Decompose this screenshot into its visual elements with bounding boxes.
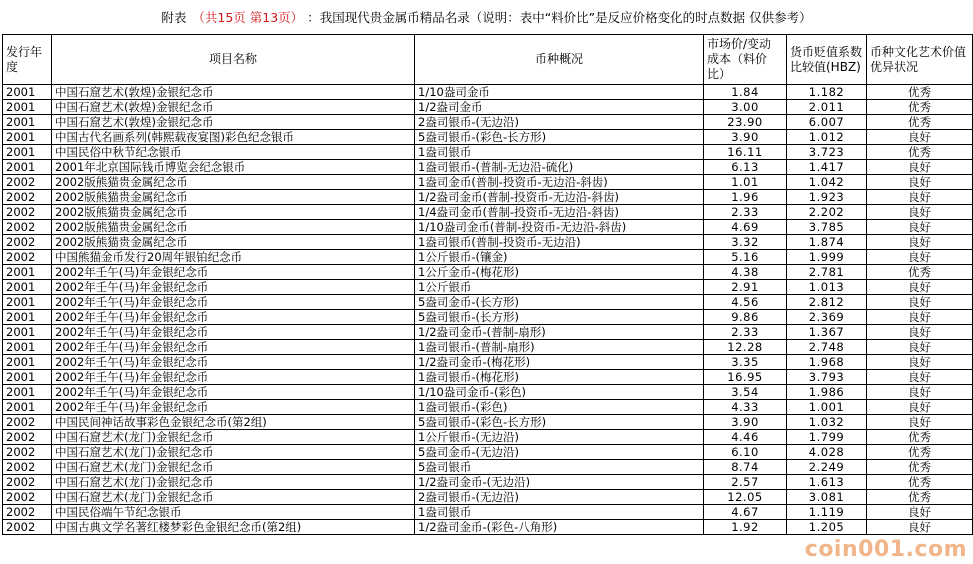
cell-name: 2002年壬午(马)年金银纪念币 — [52, 385, 415, 400]
table-row — [3, 235, 973, 250]
cell-price-ratio: 4.69 — [704, 220, 787, 235]
cell-name: 中国石窟艺术(敦煌)金银纪念币 — [52, 115, 415, 130]
cell-name: 2002年壬午(马)年金银纪念币 — [52, 280, 415, 295]
table-row — [3, 220, 973, 235]
table-row — [3, 175, 973, 190]
cell-desc: 5盎司银币-(彩色-长方形) — [415, 415, 704, 430]
cell-hbz: 1.613 — [787, 475, 867, 490]
cell-hbz: 2.011 — [787, 100, 867, 115]
cell-desc: 1公斤银币-(镶金) — [415, 250, 704, 265]
cell-year: 2002 — [3, 415, 52, 430]
cell-hbz: 6.007 — [787, 115, 867, 130]
cell-name: 中国古典文学名著红楼梦彩色金银纪念币(第2组) — [52, 520, 415, 535]
cell-hbz: 4.028 — [787, 445, 867, 460]
cell-year: 2002 — [3, 190, 52, 205]
cell-price-ratio: 4.56 — [704, 295, 787, 310]
cell-price-ratio: 2.91 — [704, 280, 787, 295]
cell-year: 2002 — [3, 235, 52, 250]
cell-culture: 良好 — [867, 175, 973, 190]
title-text: ：我国现代贵金属币精品名录（说明：表中“料价比”是反应价格变化的时点数据 仅供参考） — [307, 10, 812, 25]
cell-year: 2001 — [3, 370, 52, 385]
cell-hbz: 2.781 — [787, 265, 867, 280]
cell-culture: 良好 — [867, 340, 973, 355]
table-row — [3, 130, 973, 145]
table-row — [3, 85, 973, 100]
cell-name: 2002年壬午(马)年金银纪念币 — [52, 400, 415, 415]
cell-culture: 良好 — [867, 295, 973, 310]
cell-price-ratio: 9.86 — [704, 310, 787, 325]
cell-price-ratio: 2.33 — [704, 325, 787, 340]
cell-price-ratio: 3.54 — [704, 385, 787, 400]
cell-culture: 良好 — [867, 190, 973, 205]
cell-price-ratio: 4.33 — [704, 400, 787, 415]
cell-desc: 2盎司银币-(无边沿) — [415, 490, 704, 505]
cell-price-ratio: 1.01 — [704, 175, 787, 190]
header-culture: 币种文化艺术价值优异状况 — [867, 35, 973, 85]
cell-hbz: 1.012 — [787, 130, 867, 145]
table-row — [3, 340, 973, 355]
cell-year: 2001 — [3, 325, 52, 340]
table-row — [3, 115, 973, 130]
cell-year: 2001 — [3, 160, 52, 175]
header-year: 发行年度 — [3, 35, 52, 85]
cell-desc: 1盎司金币(普制-投资币-无边沿-斜齿) — [415, 175, 704, 190]
cell-year: 2001 — [3, 355, 52, 370]
cell-desc: 1公斤银币-(无边沿) — [415, 430, 704, 445]
cell-desc: 1盎司银币-(梅花形) — [415, 370, 704, 385]
cell-culture: 优秀 — [867, 490, 973, 505]
cell-name: 2002年壬午(马)年金银纪念币 — [52, 340, 415, 355]
cell-culture: 良好 — [867, 130, 973, 145]
cell-year: 2001 — [3, 100, 52, 115]
cell-price-ratio: 1.92 — [704, 520, 787, 535]
header-name: 项目名称 — [52, 35, 415, 85]
cell-desc: 5盎司银币 — [415, 460, 704, 475]
cell-year: 2001 — [3, 85, 52, 100]
table-row — [3, 475, 973, 490]
table-row — [3, 430, 973, 445]
cell-year: 2001 — [3, 310, 52, 325]
cell-name: 中国石窟艺术(敦煌)金银纪念币 — [52, 100, 415, 115]
watermark: coin001.com — [804, 537, 967, 562]
cell-hbz: 1.986 — [787, 385, 867, 400]
cell-desc: 1盎司银币-(彩色) — [415, 400, 704, 415]
cell-name: 中国石窟艺术(龙门)金银纪念币 — [52, 445, 415, 460]
table-header-row — [3, 35, 973, 85]
cell-name: 2002年壬午(马)年金银纪念币 — [52, 370, 415, 385]
cell-year: 2001 — [3, 340, 52, 355]
cell-price-ratio: 16.95 — [704, 370, 787, 385]
cell-desc: 1/4盎司金币(普制-投资币-无边沿-斜齿) — [415, 205, 704, 220]
cell-year: 2001 — [3, 265, 52, 280]
cell-hbz: 1.417 — [787, 160, 867, 175]
cell-name: 中国石窟艺术(敦煌)金银纪念币 — [52, 85, 415, 100]
cell-desc: 1盎司银币 — [415, 505, 704, 520]
cell-year: 2002 — [3, 175, 52, 190]
cell-desc: 1/2盎司金币(普制-投资币-无边沿-斜齿) — [415, 190, 704, 205]
cell-price-ratio: 3.35 — [704, 355, 787, 370]
cell-desc: 1/10盎司金币-(彩色) — [415, 385, 704, 400]
table-row — [3, 370, 973, 385]
cell-hbz: 1.032 — [787, 415, 867, 430]
cell-year: 2002 — [3, 505, 52, 520]
cell-price-ratio: 4.38 — [704, 265, 787, 280]
cell-year: 2002 — [3, 430, 52, 445]
cell-desc: 1盎司银币-(普制-扇形) — [415, 340, 704, 355]
table-row — [3, 505, 973, 520]
cell-name: 2002年壬午(马)年金银纪念币 — [52, 355, 415, 370]
cell-price-ratio: 12.28 — [704, 340, 787, 355]
title-page-count: （共15页 第13页） — [192, 10, 304, 25]
cell-culture: 良好 — [867, 220, 973, 235]
cell-desc: 1/10盎司金币(普制-投资币-无边沿-斜齿) — [415, 220, 704, 235]
cell-culture: 优秀 — [867, 445, 973, 460]
cell-desc: 1公斤银币 — [415, 280, 704, 295]
cell-hbz: 1.874 — [787, 235, 867, 250]
cell-desc: 1/2盎司金币-(无边沿) — [415, 475, 704, 490]
cell-name: 2002年壬午(马)年金银纪念币 — [52, 295, 415, 310]
cell-desc: 1/10盎司金币 — [415, 85, 704, 100]
header-hbz: 货币贬值系数比较值(HBZ) — [787, 35, 867, 85]
table-row — [3, 295, 973, 310]
cell-name: 2002年壬午(马)年金银纪念币 — [52, 310, 415, 325]
cell-name: 2002版熊猫贵金属纪念币 — [52, 235, 415, 250]
cell-culture: 良好 — [867, 505, 973, 520]
cell-name: 2002版熊猫贵金属纪念币 — [52, 175, 415, 190]
table-row — [3, 520, 973, 535]
cell-name: 2002版熊猫贵金属纪念币 — [52, 205, 415, 220]
cell-hbz: 2.748 — [787, 340, 867, 355]
cell-hbz: 2.369 — [787, 310, 867, 325]
cell-desc: 1盎司银币 — [415, 145, 704, 160]
table-row — [3, 355, 973, 370]
cell-hbz: 1.042 — [787, 175, 867, 190]
cell-year: 2002 — [3, 475, 52, 490]
header-desc: 币种概况 — [415, 35, 704, 85]
cell-culture: 良好 — [867, 415, 973, 430]
cell-price-ratio: 2.57 — [704, 475, 787, 490]
cell-desc: 1盎司银币-(普制-无边沿-硫化) — [415, 160, 704, 175]
cell-name: 中国熊猫金币发行20周年银铂纪念币 — [52, 250, 415, 265]
cell-price-ratio: 3.90 — [704, 415, 787, 430]
cell-hbz: 3.723 — [787, 145, 867, 160]
cell-culture: 良好 — [867, 205, 973, 220]
cell-year: 2002 — [3, 520, 52, 535]
table-row — [3, 400, 973, 415]
cell-culture: 良好 — [867, 325, 973, 340]
cell-year: 2001 — [3, 115, 52, 130]
cell-desc: 1公斤金币-(梅花形) — [415, 265, 704, 280]
table-row — [3, 460, 973, 475]
cell-name: 2001年北京国际钱币博览会纪念银币 — [52, 160, 415, 175]
cell-hbz: 3.793 — [787, 370, 867, 385]
cell-price-ratio: 3.00 — [704, 100, 787, 115]
coin-catalog-table — [2, 34, 973, 535]
cell-culture: 良好 — [867, 370, 973, 385]
cell-price-ratio: 5.16 — [704, 250, 787, 265]
cell-culture: 良好 — [867, 160, 973, 175]
cell-desc: 1盎司银币(普制-投资币-无边沿) — [415, 235, 704, 250]
cell-desc: 1/2盎司金币-(彩色-八角形) — [415, 520, 704, 535]
cell-culture: 良好 — [867, 400, 973, 415]
cell-year: 2001 — [3, 130, 52, 145]
cell-name: 中国民俗端午节纪念银币 — [52, 505, 415, 520]
cell-price-ratio: 2.33 — [704, 205, 787, 220]
cell-culture: 优秀 — [867, 460, 973, 475]
cell-desc: 1/2盎司金币 — [415, 100, 704, 115]
cell-price-ratio: 4.67 — [704, 505, 787, 520]
cell-name: 2002年壬午(马)年金银纪念币 — [52, 325, 415, 340]
cell-culture: 优秀 — [867, 265, 973, 280]
cell-culture: 良好 — [867, 235, 973, 250]
cell-culture: 优秀 — [867, 430, 973, 445]
cell-culture: 优秀 — [867, 100, 973, 115]
cell-desc: 5盎司银币-(彩色-长方形) — [415, 130, 704, 145]
table-row — [3, 145, 973, 160]
cell-hbz: 1.968 — [787, 355, 867, 370]
cell-hbz: 3.785 — [787, 220, 867, 235]
cell-year: 2001 — [3, 280, 52, 295]
cell-price-ratio: 6.13 — [704, 160, 787, 175]
cell-price-ratio: 8.74 — [704, 460, 787, 475]
cell-year: 2002 — [3, 205, 52, 220]
cell-desc: 5盎司金币-(无边沿) — [415, 445, 704, 460]
cell-year: 2001 — [3, 400, 52, 415]
header-price-ratio: 市场价/变动成本（料价比） — [704, 35, 787, 85]
cell-culture: 优秀 — [867, 85, 973, 100]
cell-hbz: 3.081 — [787, 490, 867, 505]
cell-name: 中国石窟艺术(龙门)金银纪念币 — [52, 475, 415, 490]
cell-year: 2002 — [3, 445, 52, 460]
cell-year: 2001 — [3, 145, 52, 160]
cell-name: 中国石窟艺术(龙门)金银纪念币 — [52, 430, 415, 445]
cell-year: 2001 — [3, 295, 52, 310]
cell-culture: 良好 — [867, 310, 973, 325]
cell-desc: 5盎司银币-(长方形) — [415, 310, 704, 325]
cell-name: 中国石窟艺术(龙门)金银纪念币 — [52, 460, 415, 475]
cell-price-ratio: 1.96 — [704, 190, 787, 205]
cell-year: 2002 — [3, 250, 52, 265]
cell-culture: 良好 — [867, 355, 973, 370]
table-row — [3, 415, 973, 430]
cell-hbz: 1.182 — [787, 85, 867, 100]
cell-name: 2002年壬午(马)年金银纪念币 — [52, 265, 415, 280]
cell-name: 中国民俗中秋节纪念银币 — [52, 145, 415, 160]
table-row — [3, 205, 973, 220]
page-title — [0, 0, 973, 34]
cell-desc: 1/2盎司金币-(普制-扇形) — [415, 325, 704, 340]
cell-culture: 良好 — [867, 520, 973, 535]
cell-price-ratio: 6.10 — [704, 445, 787, 460]
cell-name: 2002版熊猫贵金属纪念币 — [52, 190, 415, 205]
cell-hbz: 1.799 — [787, 430, 867, 445]
cell-hbz: 1.923 — [787, 190, 867, 205]
cell-hbz: 2.249 — [787, 460, 867, 475]
cell-culture: 良好 — [867, 280, 973, 295]
table-row — [3, 280, 973, 295]
cell-culture: 良好 — [867, 250, 973, 265]
table-row — [3, 310, 973, 325]
cell-hbz: 1.205 — [787, 520, 867, 535]
table-row — [3, 250, 973, 265]
cell-desc: 5盎司金币-(长方形) — [415, 295, 704, 310]
cell-price-ratio: 3.90 — [704, 130, 787, 145]
cell-price-ratio: 1.84 — [704, 85, 787, 100]
cell-year: 2001 — [3, 385, 52, 400]
cell-culture: 优秀 — [867, 115, 973, 130]
table-row — [3, 445, 973, 460]
cell-culture: 良好 — [867, 385, 973, 400]
table-row — [3, 190, 973, 205]
cell-price-ratio: 4.46 — [704, 430, 787, 445]
title-prefix: 附表 — [161, 10, 187, 25]
cell-hbz: 1.119 — [787, 505, 867, 520]
cell-name: 中国石窟艺术(龙门)金银纪念币 — [52, 490, 415, 505]
table-row — [3, 385, 973, 400]
cell-year: 2002 — [3, 490, 52, 505]
cell-hbz: 1.001 — [787, 400, 867, 415]
cell-name: 中国民间神话故事彩色金银纪念币(第2组) — [52, 415, 415, 430]
cell-name: 2002版熊猫贵金属纪念币 — [52, 220, 415, 235]
cell-culture: 优秀 — [867, 145, 973, 160]
cell-price-ratio: 16.11 — [704, 145, 787, 160]
cell-price-ratio: 12.05 — [704, 490, 787, 505]
cell-price-ratio: 3.32 — [704, 235, 787, 250]
cell-hbz: 1.013 — [787, 280, 867, 295]
table-body — [3, 85, 973, 535]
cell-hbz: 1.367 — [787, 325, 867, 340]
cell-culture: 优秀 — [867, 475, 973, 490]
cell-price-ratio: 23.90 — [704, 115, 787, 130]
table-row — [3, 100, 973, 115]
cell-hbz: 2.202 — [787, 205, 867, 220]
cell-hbz: 1.999 — [787, 250, 867, 265]
cell-year: 2002 — [3, 220, 52, 235]
table-row — [3, 325, 973, 340]
cell-desc: 1/2盎司金币-(梅花形) — [415, 355, 704, 370]
cell-name: 中国古代名画系列(韩熙载夜宴图)彩色纪念银币 — [52, 130, 415, 145]
cell-hbz: 2.812 — [787, 295, 867, 310]
cell-desc: 2盎司银币-(无边沿) — [415, 115, 704, 130]
table-row — [3, 160, 973, 175]
table-row — [3, 490, 973, 505]
table-row — [3, 265, 973, 280]
cell-year: 2002 — [3, 460, 52, 475]
